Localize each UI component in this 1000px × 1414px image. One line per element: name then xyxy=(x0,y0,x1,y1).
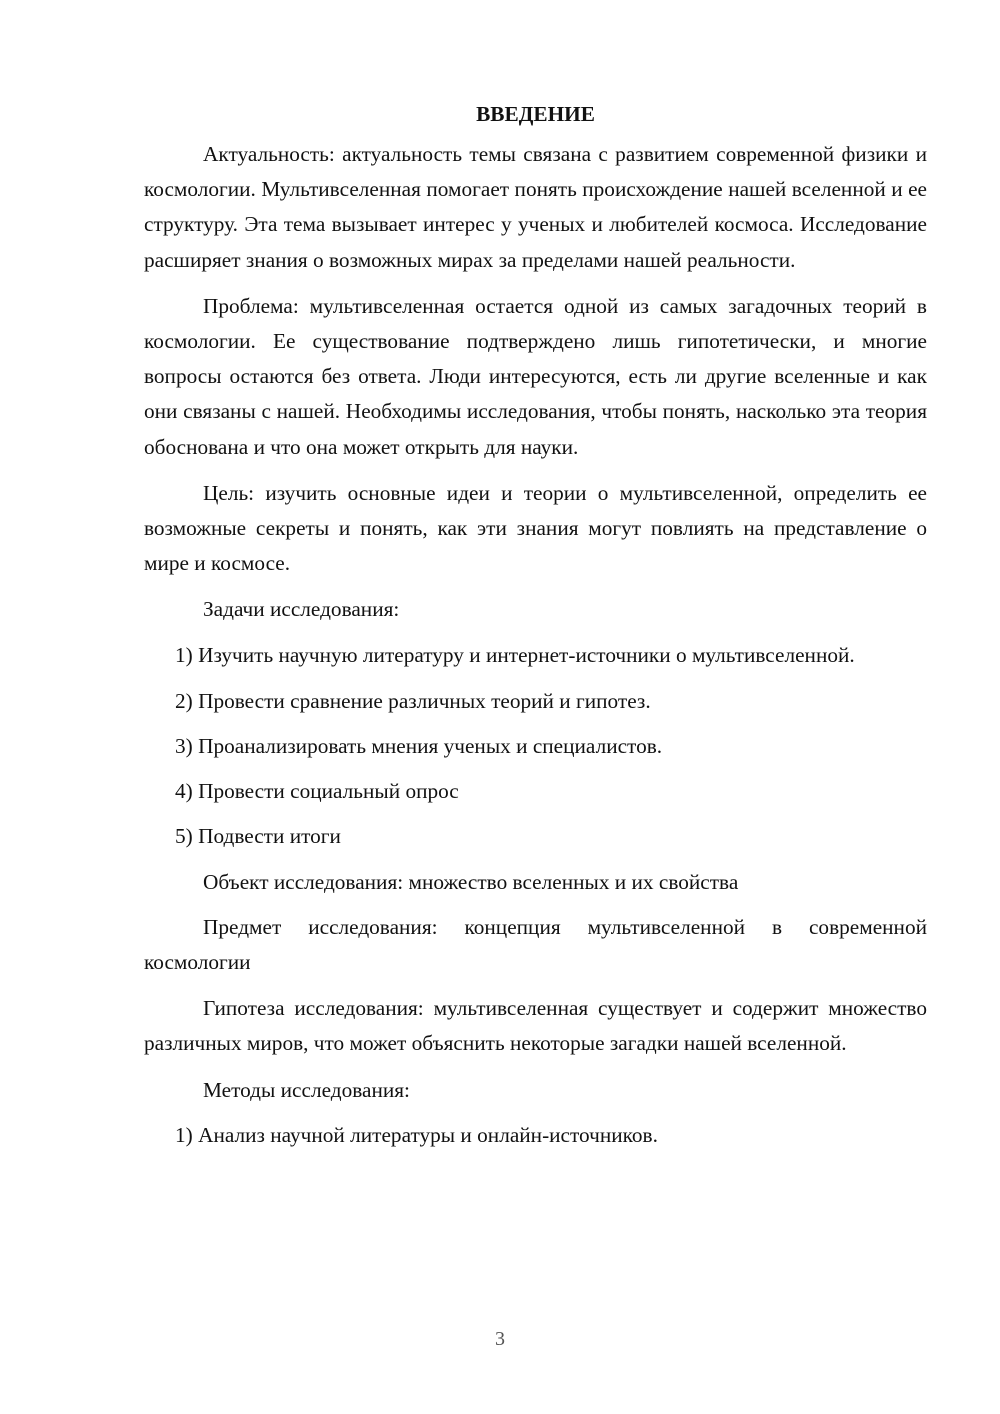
paragraph-relevance: Актуальность: актуальность темы связана с развитием современной физики и космологии. Мультивселенная помогает понять происхождение нашей вселенной и ее структуру. Эта тема вызывает интерес у ученых и любителей космоса. Исследование расширяет знания о возможных мирах за пределами нашей реальности. xyxy=(144,142,927,272)
method-item-1: 1) Анализ научной литературы и онлайн-источников. xyxy=(175,1122,658,1147)
methods-heading: Методы исследования: xyxy=(203,1077,410,1102)
task-item-2: 2) Провести сравнение различных теорий и гипотез. xyxy=(175,688,651,713)
paragraph-hypothesis: Гипотеза исследования: мультивселенная существует и содержит множество различных миров, что может объяснить некоторые загадки нашей вселенной. xyxy=(144,996,927,1056)
task-item-4: 4) Провести социальный опрос xyxy=(175,779,459,804)
page-content xyxy=(144,97,927,1163)
task-item-3: 3) Проанализировать мнения ученых и специалистов. xyxy=(175,734,663,759)
section-title: ВВЕДЕНИЕ xyxy=(476,102,595,126)
tasks-heading: Задачи исследования: xyxy=(203,597,400,622)
paragraph-subject: Предмет исследования: концепция мультивселенной в современной космологии xyxy=(144,914,927,975)
task-item-5: 5) Подвести итоги xyxy=(175,824,341,849)
paragraph-goal: Цель: изучить основные идеи и теории о мультивселенной, определить ее возможные секреты и понять, как эти знания могут повлиять на представление о мире и космосе. xyxy=(144,480,927,576)
page-number: 3 xyxy=(495,1328,505,1350)
task-item-1: 1) Изучить научную литературу и интернет-источники о мультивселенной. xyxy=(175,642,855,667)
paragraph-object: Объект исследования: множество вселенных и их свойства xyxy=(203,869,739,894)
paragraph-problem: Проблема: мультивселенная остается одной из самых загадочных теорий в космологии. Ее существование подтверждено лишь гипотетически, и многие вопросы остаются без ответа. Люди интересуются, есть ли другие вселенные и как они связаны с нашей. Необходимы исследования, чтобы понять, насколько эта теория обоснована и что она может открыть для науки. xyxy=(144,293,927,459)
